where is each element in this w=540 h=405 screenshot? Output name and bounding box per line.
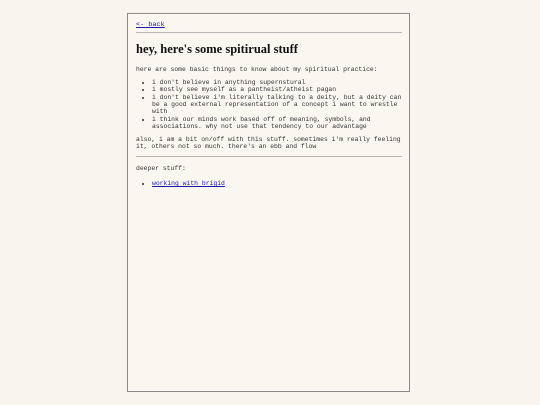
list-item: • i think our minds work based off of meaning, symbols, and associations. why not use that tendency to our advantage [152, 116, 402, 131]
deeper-heading: deeper stuff: [136, 165, 186, 173]
top-divider [136, 32, 402, 33]
deeper-list [136, 180, 402, 187]
also-note: also, i am a bit on/off with this stuff. sometimes i'm really feeling it, others not so much. there's an ebb and flow [136, 135, 401, 151]
brigid-link[interactable]: working with brigid [152, 179, 225, 187]
list-item: • i don't believe i'm literally talking to a deity, but a deity can be a good external representation of a concept i want to wrestle with [152, 94, 402, 116]
page-container [127, 13, 410, 392]
practice-list [136, 79, 402, 131]
list-item: • i don't believe in anything supernstural [152, 79, 402, 86]
page-title: hey, here's some spitirual stuff [136, 42, 298, 57]
back-link[interactable]: <- back [136, 21, 165, 29]
section-divider [136, 156, 402, 157]
intro-text: here are some basic things to know about my spiritual practice: [136, 66, 378, 74]
list-item: • i mostly see myself as a pantheist/atheist pagan [152, 86, 402, 93]
list-item [152, 180, 402, 187]
